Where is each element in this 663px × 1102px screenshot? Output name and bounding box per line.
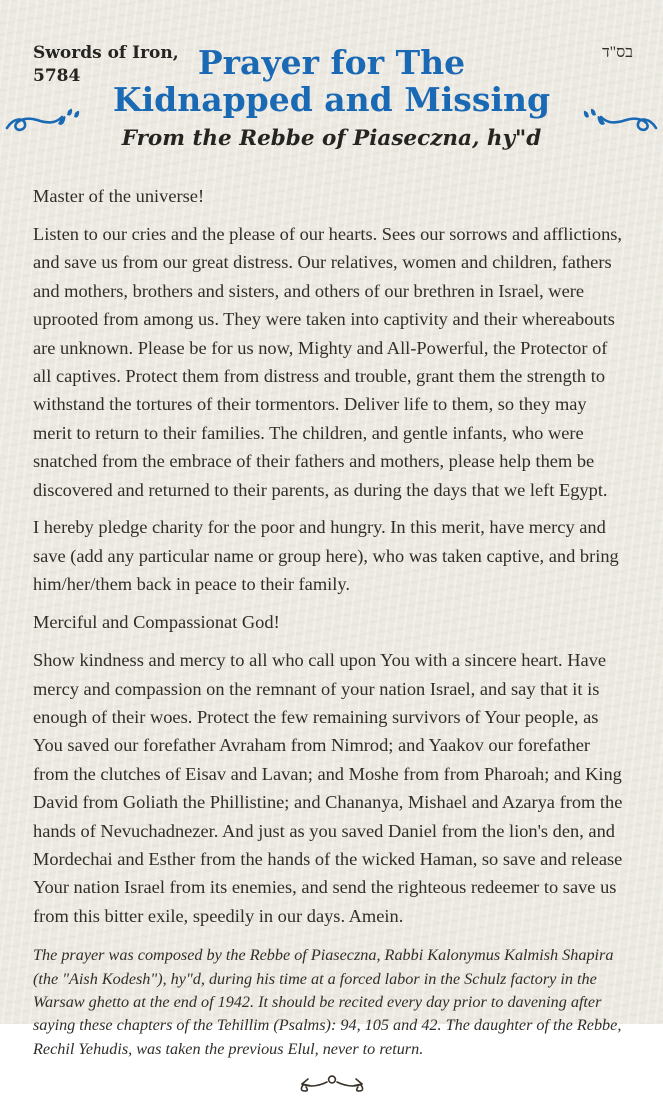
paragraph-plea: Listen to our cries and the please of our hearts. Sees our sorrows and afflictions, and save us from our great distress. Our relatives, women and children, fathers and mothers, brothers and sisters, and others of our brethren in Israel, were uprooted from among us. They were taken into captivity and their whereabouts are unknown. Please be for us now, Mighty and All-Powerful, the Protector of all captives. Protect them from distress and trouble, grant them the strength to withstand the tortures of their tormentors. Deliver life to them, so they may merit to return to their families. The children, and gentle infants, who were snatched from the embrace of their fathers and mothers, please help them be discovered and returned to their parents, as during the days that we left Egypt. [33,223,623,500]
bottom-divider-icon [293,1071,371,1097]
prayer-body [33,182,630,1102]
campaign-year: 5784 [33,66,81,86]
page-title-line1: Prayer for The [197,43,466,82]
bottom-ornament-row [33,1071,630,1102]
footnote-history: The prayer was composed by the Rebbe of Piaseczna, Rabbi Kalonymus Kalmish Shapira (the "Aish Kodesh"), hy"d, during his time at a forced labor in the Schulz factory in the Warsaw ghetto at the end of 1942. It should be recited every day prior to davening after saying these chapters of the Tehillim (Psalms): 94, 105 and 42. The daughter of the Rebbe, Rechil Yehudis, was taken the previous Elul, never to return. [33,946,622,1058]
header-campaign-note [33,42,179,88]
bsd-hebrew-mark: בס"ד [601,44,633,61]
paragraph-opening: Master of the universe! [33,186,205,206]
page-title-line2: Kidnapped and Missing [112,80,551,119]
right-flourish-icon [569,104,659,144]
paragraph-pledge: I hereby pledge charity for the poor and hungry. In this merit, have mercy and save (add any particular name or group here), who was taken captive, and bring him/her/them back in peace to their family. [33,517,619,595]
left-flourish-icon [4,104,94,144]
campaign-name: Swords of Iron, [33,43,179,63]
paragraph-deliverance: Show kindness and mercy to all who call upon You with a sincere heart. Have mercy and compassion on the remnant of your nation Israel, and say that it is enough of their woes. Protect the few remaining survivors of Your people, as You saved our forefather Avraham from Nimrod; and Yaakov our forefather from the clutches of Eisav and Lavan; and Moshe from from Pharoah; and King David from Goliath the Phillistine; and Chananya, Mishael and Azarya from the hands of Nevuchadnezer. And just as you saved Daniel from the lion's den, and Mordechai and Esther from the hands of the wicked Haman, so save and release Your nation Israel from its enemies, and send the righteous redeemer to save us from this bitter exile, speedily in our days. Amein. [33,650,623,926]
paragraph-invocation: Merciful and Compassionat God! [33,612,280,633]
subtitle-attribution: From the Rebbe of Piaseczna, hy"d [121,126,542,151]
